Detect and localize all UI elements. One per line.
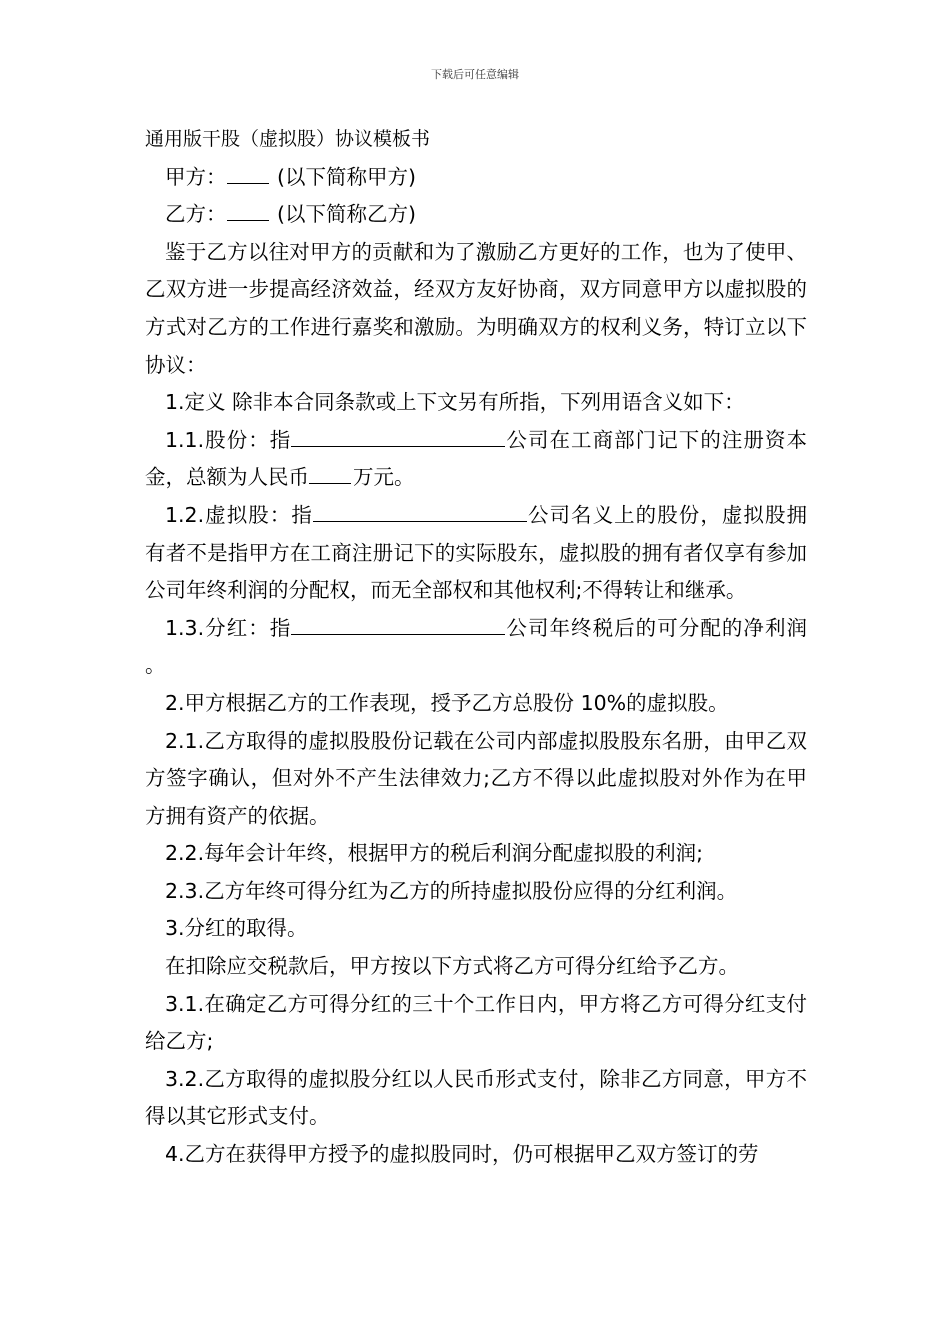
clause-1-2-label: 1.2.虚拟股：指 xyxy=(165,502,313,527)
clause-3-intro: 在扣除应交税款后，甲方按以下方式将乙方可得分红给予乙方。 xyxy=(165,954,739,979)
document-body xyxy=(145,121,807,1174)
clause-2: 2.甲方根据乙方的工作表现，授予乙方总股份 10%的虚拟股。 xyxy=(165,690,729,715)
clause-1-1-amount-blank xyxy=(309,461,351,484)
clause-1-1-unit: 万元。 xyxy=(353,465,415,490)
clause-1-2-company-blank xyxy=(313,499,527,522)
party-a-note: (以下简称甲方) xyxy=(270,164,417,189)
clause-1-1-text: 公司在工商部门记下的注册资本金，总额为人民币 xyxy=(145,427,808,490)
clause-1-3-text: 公司年终税后的可分配的净利润。 xyxy=(145,615,808,678)
party-b-note: (以下简称乙方) xyxy=(270,202,417,227)
party-b-blank xyxy=(227,198,269,221)
clause-1: 1.定义 除非本合同条款或上下文另有所指，下列用语含义如下： xyxy=(165,390,745,415)
clause-2-2: 2.2.每年会计年终，根据甲方的税后利润分配虚拟股的利润; xyxy=(165,841,704,866)
clause-4: 4.乙方在获得甲方授予的虚拟股同时，仍可根据甲乙双方签订的劳 xyxy=(165,1142,759,1167)
clause-1-1-company-blank xyxy=(291,424,505,447)
clause-1-3-label: 1.3.分红：指 xyxy=(165,615,292,640)
clause-1-2 xyxy=(145,497,807,610)
clause-1-2-text: 公司名义上的股份，虚拟股拥有者不是指甲方在工商注册记下的实际股东，虚拟股的拥有者仅享有参加公司年终利润的分配权，而无全部权和其他权利;不得转让和继承。 xyxy=(145,502,808,603)
clause-3-1: 3.1.在确定乙方可得分红的三十个工作日内，甲方将乙方可得分红支付给乙方; xyxy=(145,991,807,1054)
page-header: 下载后可任意编辑 xyxy=(431,68,519,81)
clause-1-1-label: 1.1.股份：指 xyxy=(165,427,292,452)
document-title: 通用版干股（虚拟股）协议模板书 xyxy=(145,128,431,150)
party-b-label: 乙方： xyxy=(165,202,227,227)
clause-2-3: 2.3.乙方年终可得分红为乙方的所持虚拟股份应得的分红利润。 xyxy=(165,878,738,903)
preamble-paragraph: 鉴于乙方以往对甲方的贡献和为了激励乙方更好的工作，也为了使甲、乙双方进一步提高经济效益，经双方友好协商，双方同意甲方以虚拟股的方式对乙方的工作进行嘉奖和激励。为明确双方的权利义务，特订立以下协议： xyxy=(145,239,807,377)
clause-2-1: 2.1.乙方取得的虚拟股股份记载在公司内部虚拟股股东名册，由甲乙双方签字确认，但对外不产生法律效力;乙方不得以此虚拟股对外作为在甲方拥有资产的依据。 xyxy=(145,728,807,828)
clause-1-1 xyxy=(145,422,807,497)
party-a-blank xyxy=(227,161,269,184)
clause-1-3 xyxy=(145,610,807,685)
clause-3: 3.分红的取得。 xyxy=(165,916,308,941)
clause-3-2: 3.2.乙方取得的虚拟股分红以人民币形式支付，除非乙方同意，甲方不得以其它形式支付。 xyxy=(145,1066,807,1129)
party-b-line xyxy=(145,196,807,234)
party-a-label: 甲方： xyxy=(165,164,227,189)
clause-1-3-company-blank xyxy=(291,612,505,635)
party-a-line xyxy=(145,159,807,197)
